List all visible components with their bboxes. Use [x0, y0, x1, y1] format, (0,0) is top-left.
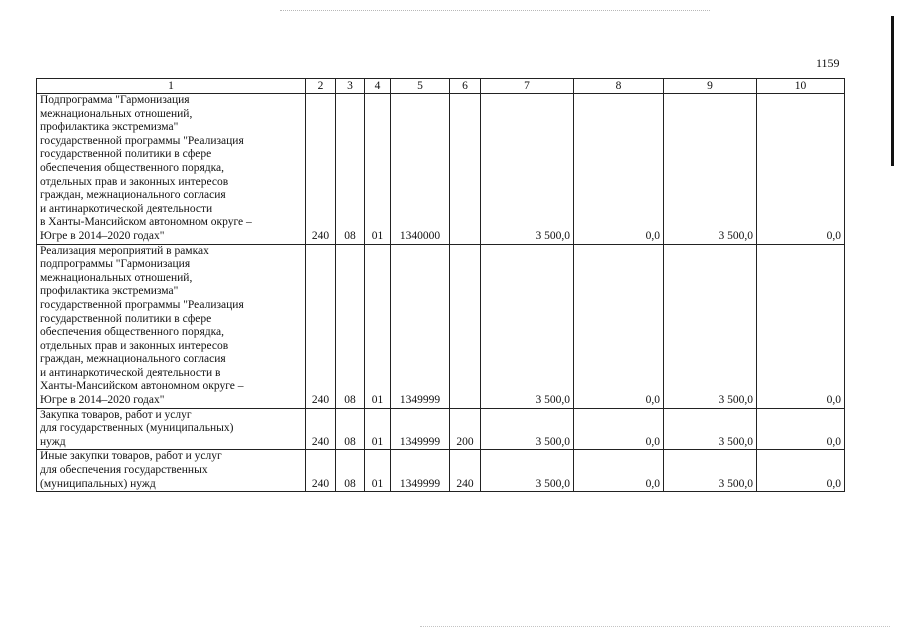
amount-cell: 0,0 — [757, 450, 845, 492]
table-row — [37, 408, 845, 450]
row-name-cell: Реализация мероприятий в рамках подпрограммы "Гармонизация межнациональных отношений, профилактика экстремизма" государственной программы "Реализация государственной политики в сфере обеспечения общественного порядка, отдельных прав и законных интересов граждан, межнационального согласия и антинаркотической деятельности в Ханты-Мансийском автономном округе – Югре в 2014–2020 годах" — [37, 244, 306, 408]
row-name-cell: Подпрограмма "Гармонизация межнациональных отношений, профилактика экстремизма" государственной программы "Реализация государственной политики в сфере обеспечения общественного порядка, отдельных прав и законных интересов граждан, межнационального согласия и антинаркотической деятельности в Ханты-Мансийском автономном округе – Югре в 2014–2020 годах" — [37, 94, 306, 245]
column-header: 1 — [37, 79, 306, 94]
amount-cell: 3 500,0 — [664, 244, 757, 408]
code-cell: 01 — [365, 450, 391, 492]
scan-edge-bar — [891, 16, 894, 166]
row-name-cell: Закупка товаров, работ и услуг для государственных (муниципальных) нужд — [37, 408, 306, 450]
column-header: 3 — [336, 79, 365, 94]
amount-cell: 0,0 — [574, 244, 664, 408]
code-cell: 1349999 — [391, 408, 450, 450]
budget-table — [36, 78, 845, 492]
code-cell: 08 — [336, 94, 365, 245]
amount-cell: 0,0 — [574, 408, 664, 450]
column-header: 7 — [481, 79, 574, 94]
amount-cell: 3 500,0 — [481, 408, 574, 450]
row-name-cell: Иные закупки товаров, работ и услуг для обеспечения государственных (муниципальных) нужд — [37, 450, 306, 492]
scan-artifact-top — [280, 10, 710, 13]
table-header-row — [37, 79, 845, 94]
column-header: 2 — [306, 79, 336, 94]
amount-cell: 3 500,0 — [481, 244, 574, 408]
amount-cell: 3 500,0 — [664, 94, 757, 245]
code-cell: 1349999 — [391, 450, 450, 492]
amount-cell: 3 500,0 — [664, 408, 757, 450]
code-cell: 01 — [365, 244, 391, 408]
column-header: 10 — [757, 79, 845, 94]
scan-artifact-bottom — [420, 626, 890, 629]
code-cell: 240 — [450, 450, 481, 492]
code-cell: 1340000 — [391, 94, 450, 245]
amount-cell: 3 500,0 — [481, 450, 574, 492]
amount-cell: 3 500,0 — [481, 94, 574, 245]
code-cell — [450, 94, 481, 245]
code-cell: 240 — [306, 244, 336, 408]
code-cell: 200 — [450, 408, 481, 450]
amount-cell: 0,0 — [757, 408, 845, 450]
column-header: 5 — [391, 79, 450, 94]
code-cell: 01 — [365, 94, 391, 245]
table-row — [37, 94, 845, 245]
code-cell: 240 — [306, 408, 336, 450]
code-cell: 08 — [336, 244, 365, 408]
amount-cell: 0,0 — [574, 450, 664, 492]
code-cell: 08 — [336, 408, 365, 450]
amount-cell: 3 500,0 — [664, 450, 757, 492]
amount-cell: 0,0 — [574, 94, 664, 245]
column-header: 6 — [450, 79, 481, 94]
page-number: 1159 — [816, 56, 840, 70]
amount-cell: 0,0 — [757, 244, 845, 408]
code-cell: 240 — [306, 94, 336, 245]
code-cell — [450, 244, 481, 408]
column-header: 4 — [365, 79, 391, 94]
code-cell: 240 — [306, 450, 336, 492]
code-cell: 01 — [365, 408, 391, 450]
code-cell: 1349999 — [391, 244, 450, 408]
table-row — [37, 244, 845, 408]
column-header: 8 — [574, 79, 664, 94]
amount-cell: 0,0 — [757, 94, 845, 245]
column-header: 9 — [664, 79, 757, 94]
table-row — [37, 450, 845, 492]
code-cell: 08 — [336, 450, 365, 492]
